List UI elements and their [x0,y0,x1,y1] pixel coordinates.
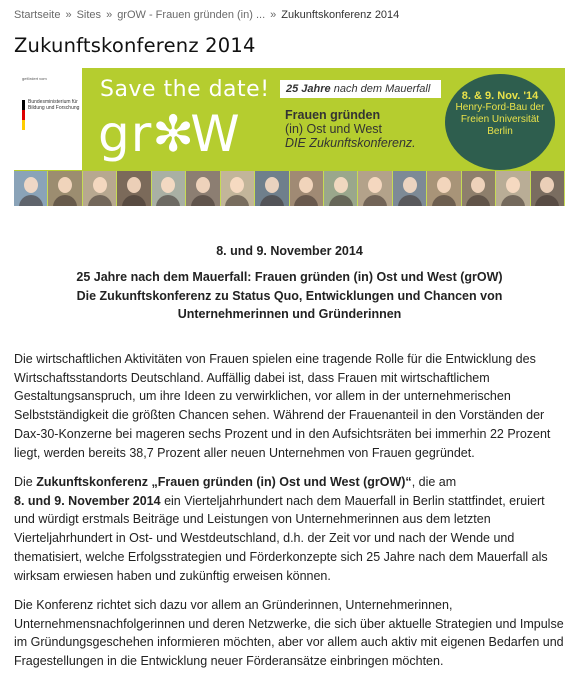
subheading-line: Die Zukunftskonferenz zu Status Quo, Entwicklungen und Chancen von [76,288,503,303]
portrait-photo [324,171,358,206]
paragraph-text: Die [14,475,37,489]
portrait-photo [48,171,82,206]
banner-motto [285,108,416,150]
subheading-line: Unternehmerinnen und Gründerinnen [177,307,402,321]
breadcrumb-link-sites[interactable]: Sites [76,9,102,21]
paragraph-text: , die am [411,475,457,489]
portrait-photo [393,171,427,206]
anniversary-rest: nach dem Mauerfall [330,83,431,95]
anniversary-tag [280,80,441,98]
sponsor-label: gefördert vom [22,76,47,81]
event-info [445,90,555,138]
breadcrumb-separator: » [106,9,113,21]
paragraph-audience: Die Konferenz richtet sich dazu vor allem an Gründerinnen, Unternehmerinnen, Unternehmensnachfolgerinnen und deren Netzwerke, die sich über aktuelle Strategien und Impulse im Gründungsgeschehen informieren möchten, aber vor allem auch aktiv mit eigenen Bedarfen und Fragestellungen in die Entwicklung neuer Förderansätze einbringen möchten. [14,598,564,669]
paragraph-text: ein Vierteljahrhundert nach dem Mauerfall in Berlin stattfindet, eruiert und würdigt erstmals Beiträge und Leistungen von Unternehmerinnen aus dem letzten Vierteljahrhundert in Ost- und Westdeutschland, d.h. der Zeit vor und nach der Wende und thematisiert, welche Erfolgsstrategien und Förderkonzepte sich 25 Jahre nach dem Mauerfall als wirksam erwiesen haben und zukünftig erweisen können. [14,493,548,583]
sponsor-logo [14,68,82,170]
portrait-photo [186,171,220,206]
portrait-photo [117,171,151,206]
page-title: Zukunftskonferenz 2014 [14,34,256,57]
portrait-photo [462,171,496,206]
breadcrumb-current: Zukunftskonferenz 2014 [281,9,400,21]
venue-line: Berlin [487,126,513,137]
grow-logo-part: W [190,105,241,163]
paragraph-intro: Die wirtschaftlichen Aktivitäten von Frauen spielen eine tragende Rolle für die Entwicklung des Wirtschaftsstandorts Deutschland. Auffällig dabei ist, dass Frauen mit wirtschaftlichem Gestaltungsanspruch, um ihre Ideen zu verwirklichen, vor allem in der unternehmerischen Selbstständigkeit die größten Chancen sehen. Während der Frauenanteil in den Vorständen der Dax-30-Konzerne bei mageren sechs Prozent und in den Aufsichtsräten bei immerhin 22 Prozent liegt, werden bereits 38,7 Prozent aller neuen Unternehmen von Frauen gegründet. [14,352,551,460]
grow-logo-part: gr [98,105,153,163]
portrait-photo [83,171,117,206]
event-date-heading: 8. und 9. November 2014 [216,244,363,258]
portrait-photo [290,171,324,206]
portrait-photo [14,171,48,206]
breadcrumb-separator: » [270,9,277,21]
portrait-photo [531,171,565,206]
breadcrumb-link-home[interactable]: Startseite [14,9,61,21]
portrait-photo [221,171,255,206]
venue-line: Henry-Ford-Bau der [455,102,545,113]
subheading-line: 25 Jahre nach dem Mauerfall: Frauen gründen (in) Ost und West (grOW) [76,270,503,284]
paragraph-conference [14,473,567,585]
venue-line: Freien Universität [460,114,540,125]
event-subheading [20,268,559,324]
portrait-strip [14,171,565,206]
asterisk-icon: ✻ [152,105,196,163]
breadcrumb [14,9,399,21]
save-the-date-text: Save the date! [100,77,270,102]
breadcrumb-link-grow[interactable]: grOW - Frauen gründen (in) ... [117,9,266,21]
portrait-photo [496,171,530,206]
conference-date: 8. und 9. November 2014 [14,493,161,508]
motto-line: (in) Ost und West [285,122,383,136]
grow-logo [98,104,241,164]
motto-line: DIE Zukunftskonferenz. [285,136,416,150]
portrait-photo [358,171,392,206]
breadcrumb-separator: » [65,9,72,21]
flag-icon [22,100,25,130]
motto-line: Frauen gründen [285,108,381,122]
event-date: 8. & 9. Nov. '14 [461,90,539,102]
portrait-photo [255,171,289,206]
portrait-photo [427,171,461,206]
portrait-photo [152,171,186,206]
sponsor-name: Bundesministerium für Bildung und Forschung [28,99,80,111]
event-banner [14,68,565,206]
conference-name: Zukunftskonferenz „Frauen gründen (in) Ost und West (grOW)“ [36,475,412,489]
anniversary-bold: 25 Jahre [286,83,331,95]
